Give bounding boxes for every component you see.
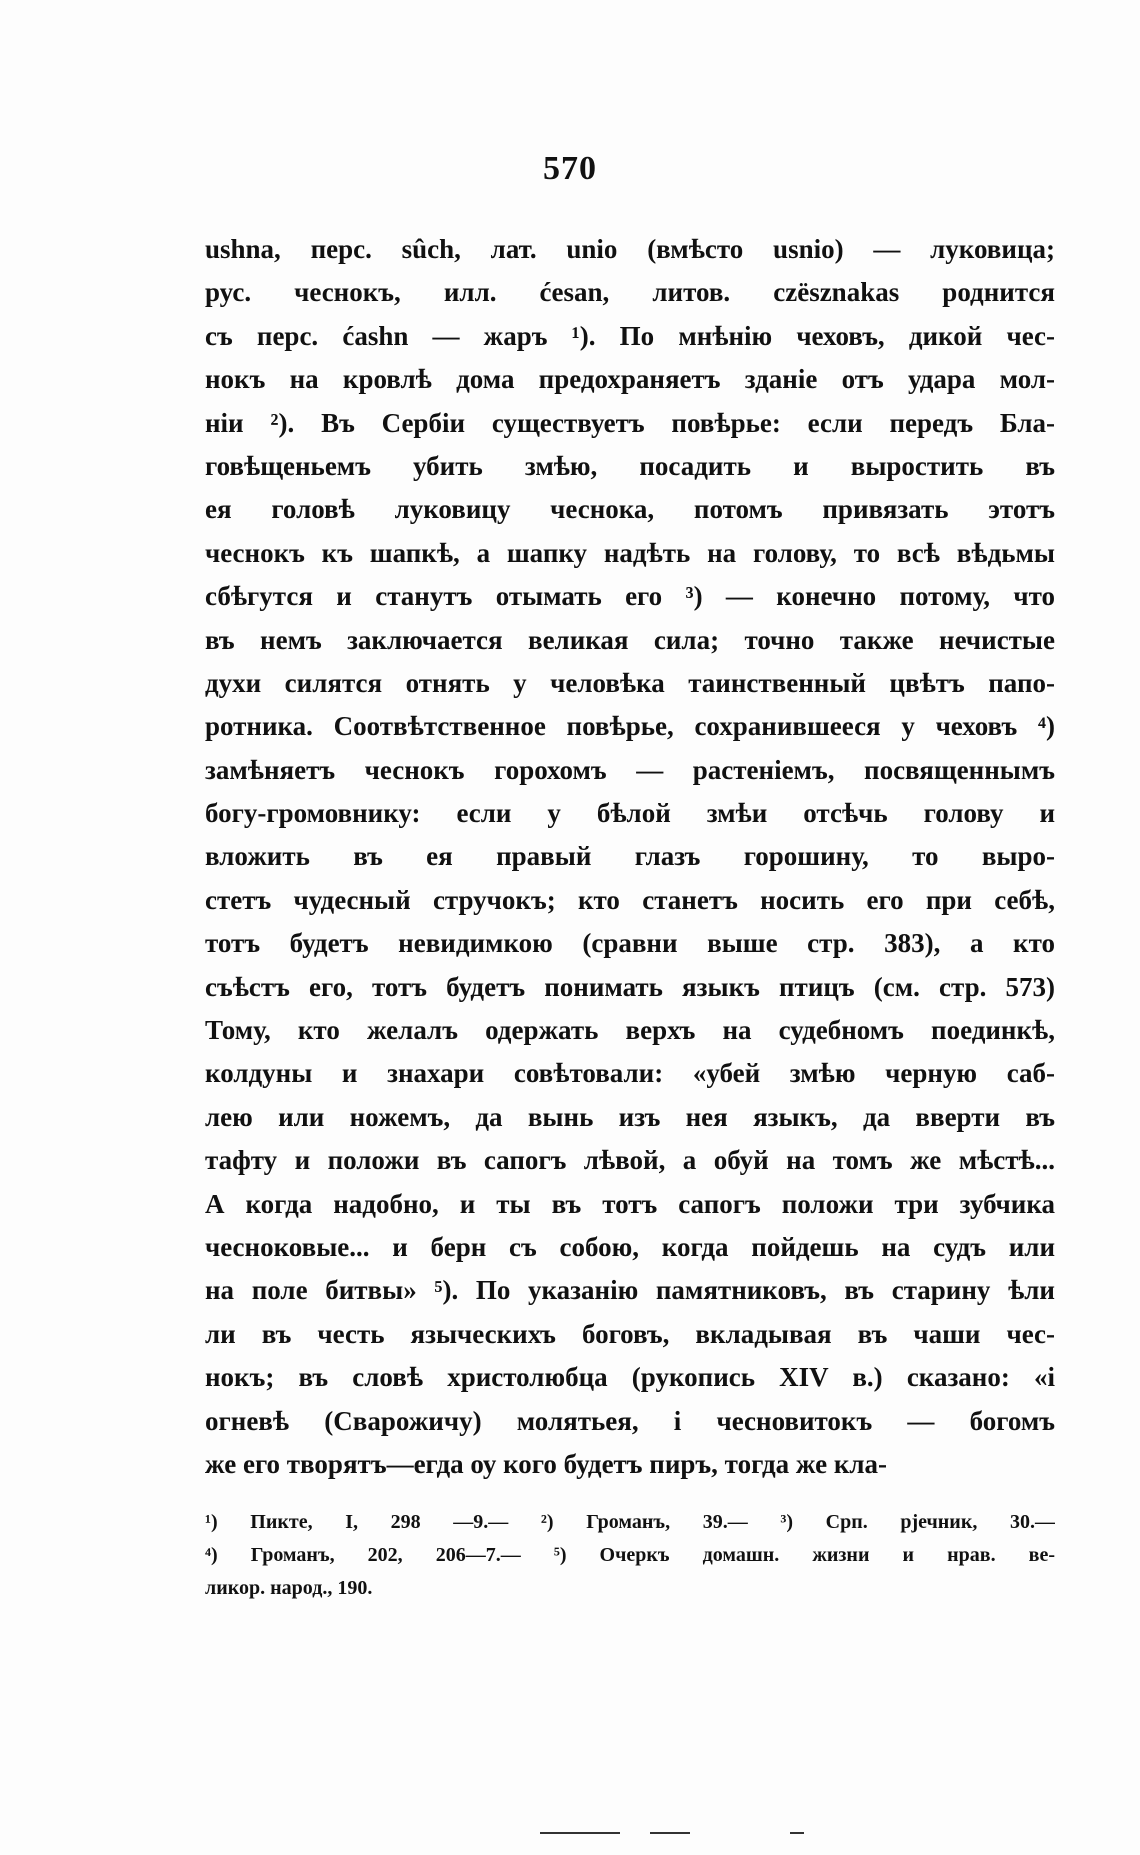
text-line: рус. чеснокъ, илл. ćesan, литов. czësznakas роднится (205, 277, 1055, 308)
text-line: стетъ чудесный стручокъ; кто станетъ носить его при себѣ, (205, 884, 1055, 915)
footnote-line: ⁴) Громанъ, 202, 206—7.— ⁵) Очеркъ домашн. жизни и нрав. ве- (205, 1544, 1055, 1566)
footnote-line: ликор. народ., 190. (205, 1577, 373, 1599)
text-line: сбѣгутся и станутъ отымать его ³) — конечно потому, что (205, 581, 1055, 612)
text-line: ея головѣ луковицу чеснока, потомъ привязать этотъ (205, 494, 1055, 525)
text-line: нокъ; въ словѣ христолюбца (рукопись XIV в.) сказано: «і (205, 1362, 1055, 1393)
text-line: ніи ²). Въ Сербіи существуетъ повѣрье: если передъ Бла- (205, 407, 1055, 438)
text-line: говѣщеньемъ убить змѣю, посадить и выростить въ (205, 450, 1055, 481)
text-line: въ немъ заключается великая сила; точно также нечистые (205, 624, 1055, 655)
scan-mark (540, 1832, 620, 1834)
text-line: ли въ честь языческихъ боговъ, вкладывая въ чаши чес- (205, 1318, 1055, 1349)
text-line: лею или ножемъ, да вынь изъ нея языкъ, да вверти въ (205, 1101, 1055, 1132)
text-line: вложить въ ея правый глазъ горошину, то выро- (205, 841, 1055, 872)
scan-mark (790, 1832, 804, 1834)
text-line: же его творятъ—егда оу кого будетъ пиръ, тогда же кла- (205, 1448, 888, 1479)
text-line: тафту и положи въ сапогъ лѣвой, а обуй на томъ же мѣстѣ... (205, 1145, 1055, 1176)
text-line: богу-громовнику: если у бѣлой змѣи отсѣчь голову и (205, 798, 1055, 829)
text-line: замѣняетъ чеснокъ горохомъ — растеніемъ, посвященнымъ (205, 754, 1055, 785)
scan-mark (650, 1832, 690, 1834)
footnotes (205, 1506, 1055, 1605)
text-line: Тому, кто желалъ одержать верхъ на судебномъ поединкѣ, (205, 1015, 1055, 1046)
text-line: колдуны и знахари совѣтовали: «убей змѣю черную саб- (205, 1058, 1055, 1089)
text-line: чесноковые... и берн съ собою, когда пойдешь на судъ или (205, 1231, 1055, 1262)
text-line: духи силятся отнять у человѣка таинственный цвѣтъ папо- (205, 667, 1055, 698)
text-line: А когда надобно, и ты въ тотъ сапогъ положи три зубчика (205, 1188, 1055, 1219)
footnote-line: ¹) Пикте, I, 298 —9.— ²) Громанъ, 39.— ³) Срп. рјечник, 30.— (205, 1511, 1055, 1533)
text-line: съ перс. ćashn — жаръ ¹). По мнѣнію чеховъ, дикой чес- (205, 320, 1055, 351)
text-line: чеснокъ къ шапкѣ, а шапку надѣть на голову, то всѣ вѣдьмы (205, 537, 1055, 568)
text-line: ushna, перс. sûch, лат. unio (вмѣсто usnio) — луковица; (205, 234, 1055, 264)
text-line: на поле битвы» ⁵). По указанію памятниковъ, въ старину ѣли (205, 1275, 1055, 1306)
text-line: огневѣ (Сварожичу) молятьея, і чесновитокъ — богомъ (205, 1405, 1055, 1436)
text-line: съѣстъ его, тотъ будетъ понимать языкъ птицъ (см. стр. 573) (205, 971, 1055, 1002)
text-line: тотъ будетъ невидимкою (сравни выше стр. 383), а кто (205, 928, 1055, 959)
main-text (205, 228, 1055, 1486)
text-line: нокъ на кровлѣ дома предохраняетъ зданіе отъ удара мол- (205, 364, 1055, 395)
text-line: ротника. Соотвѣтственное повѣрье, сохранившееся у чеховъ ⁴) (205, 711, 1055, 742)
page-number: 570 (543, 150, 597, 187)
